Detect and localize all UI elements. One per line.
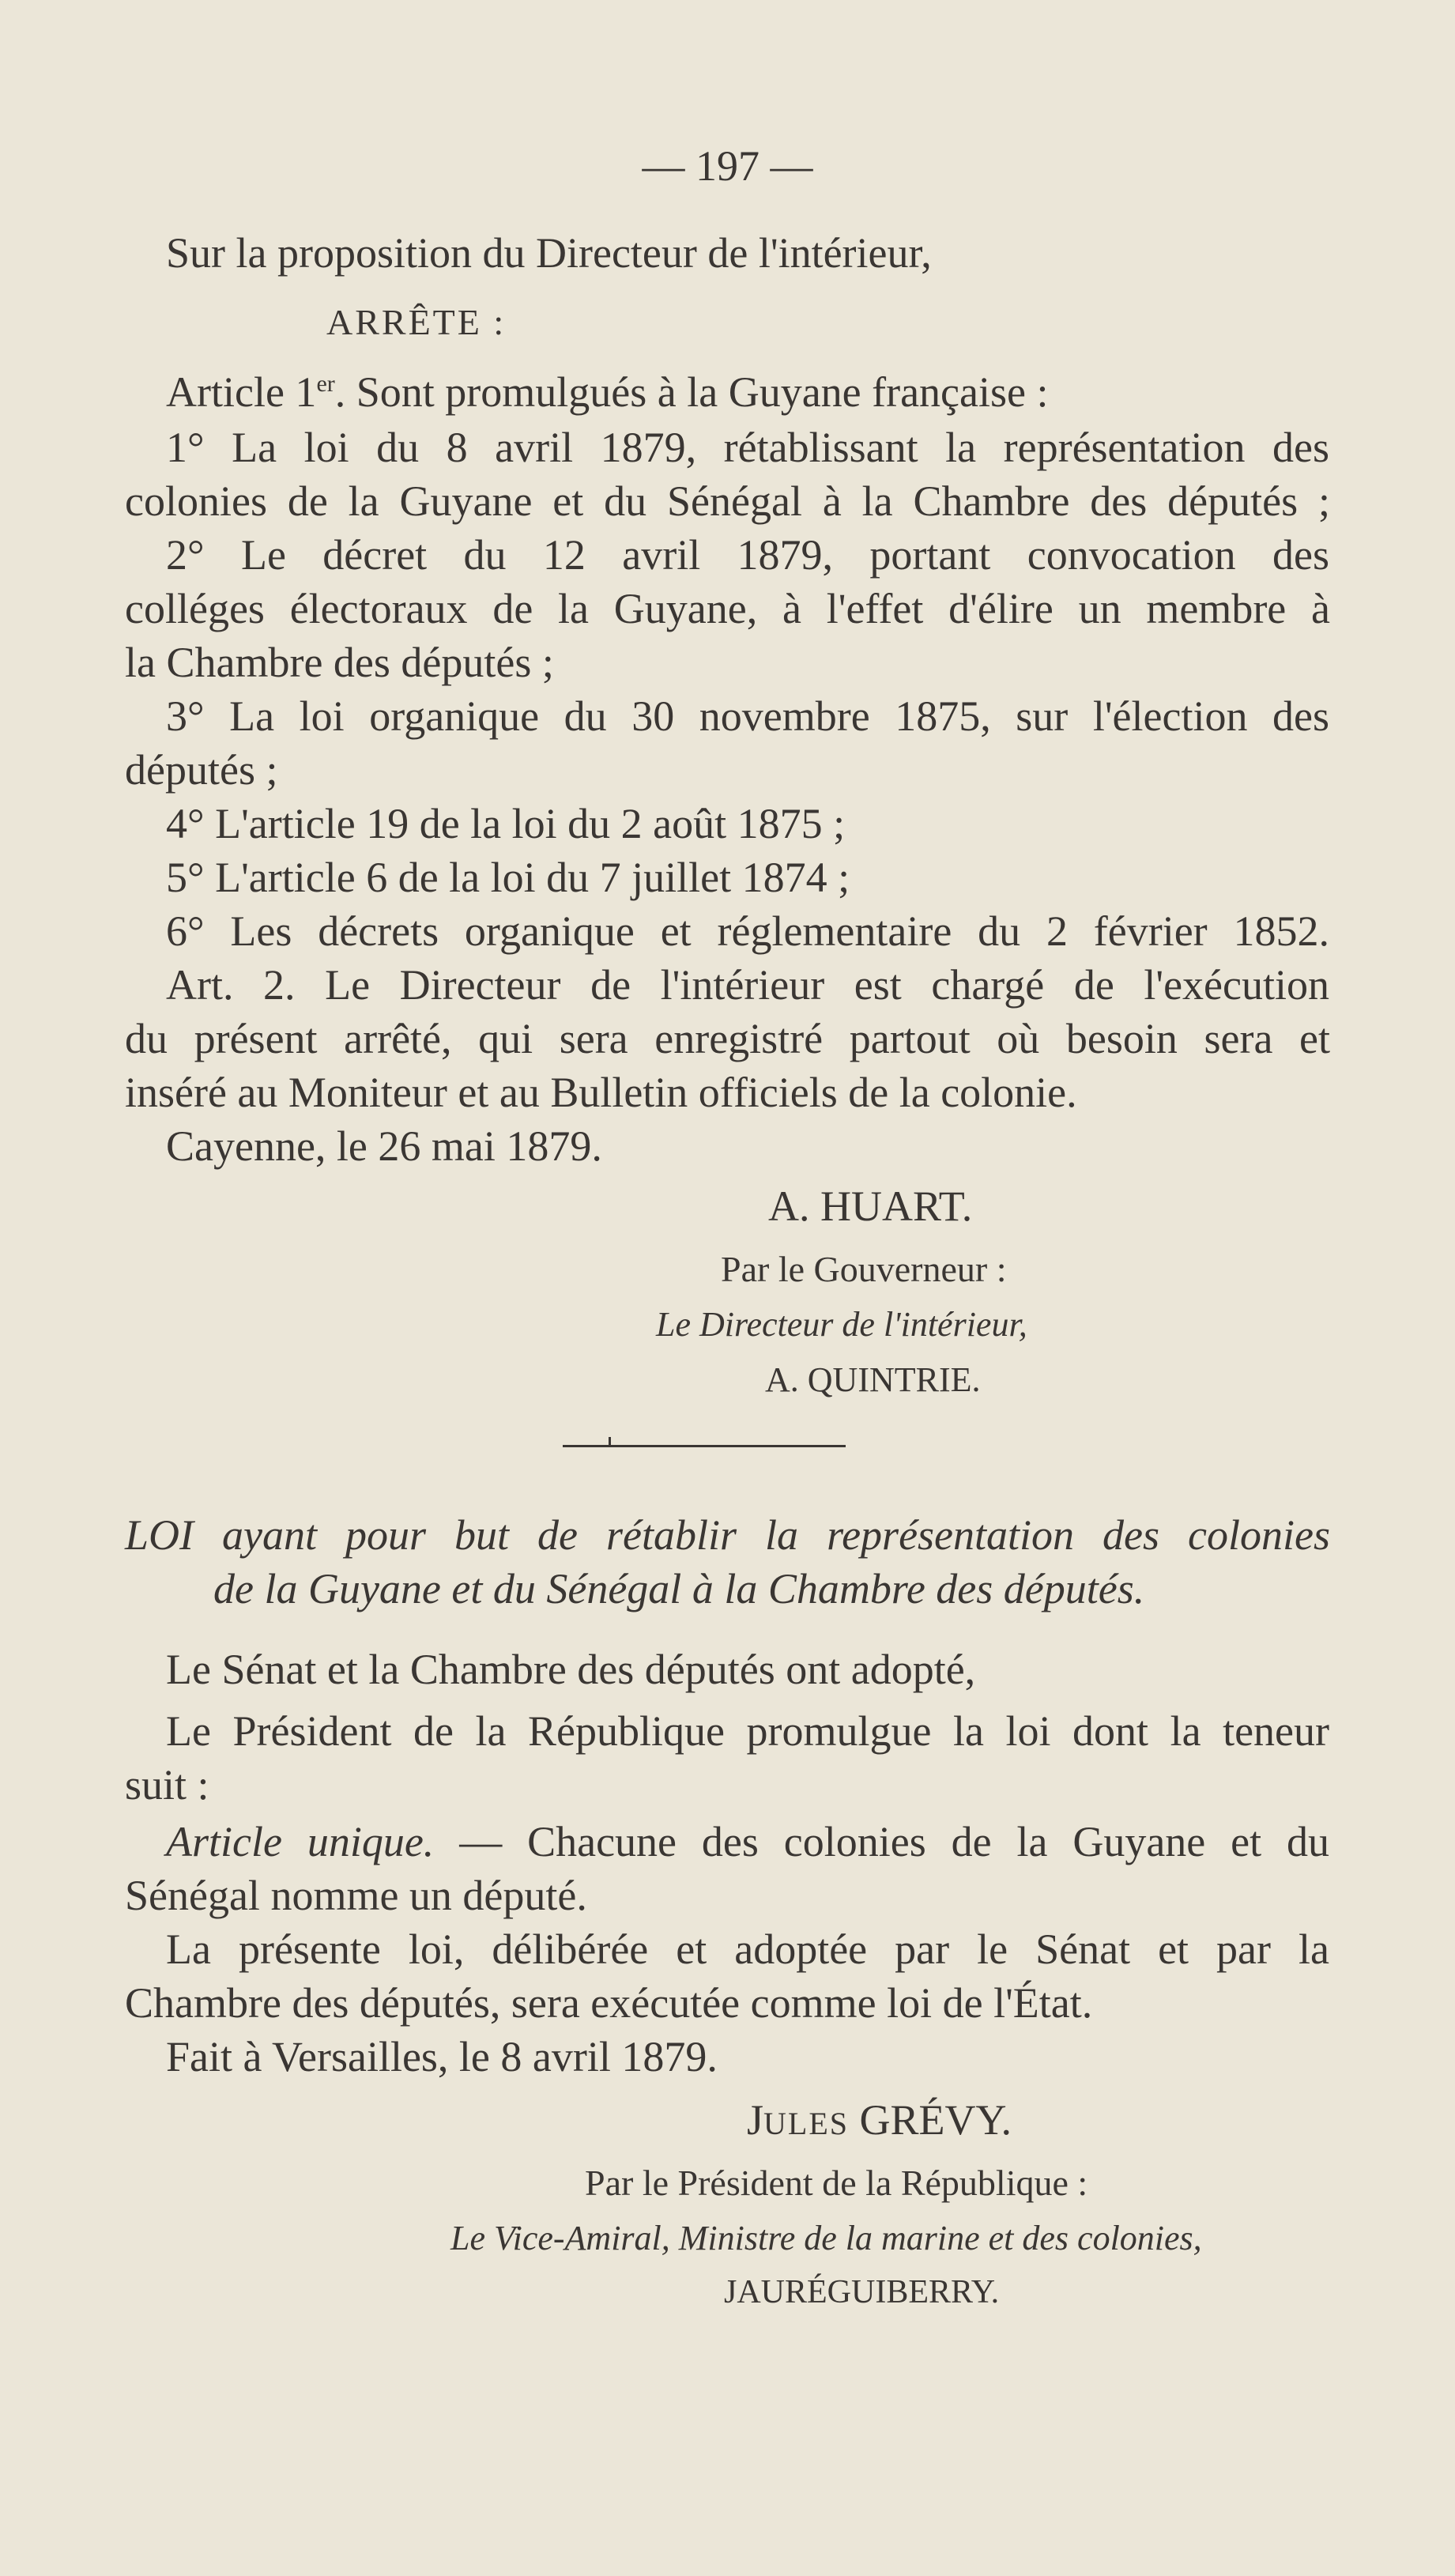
signatory-name: A. HUART. bbox=[768, 1182, 973, 1230]
arrete-line: 5° L'article 6 de la loi du 7 juillet 1874 ; bbox=[166, 854, 850, 901]
article-unique-text: — Chacune des colonies de la Guyane et du bbox=[459, 1818, 1330, 1865]
article-1-text: . Sont promulgués à la Guyane française : bbox=[334, 368, 1049, 416]
president-name-initial: J bbox=[747, 2096, 764, 2144]
director-name: A. QUINTRIE. bbox=[765, 1360, 981, 1399]
arrete-line: inséré au Moniteur et au Bulletin officiels de la colonie. bbox=[125, 1069, 1077, 1116]
loi-line: Chambre des députés, sera exécutée comme loi de l'État. bbox=[125, 1979, 1093, 2027]
page-number: — 197 — bbox=[642, 142, 813, 190]
loi-title-line-2: de la Guyane et du Sénégal à la Chambre des députés. bbox=[213, 1565, 1145, 1612]
article-1-label: Article 1 bbox=[166, 368, 317, 416]
loi-line: Sénégal nomme un député. bbox=[125, 1872, 587, 1919]
arrete-line: 2° Le décret du 12 avril 1879, portant convocation des bbox=[166, 531, 1329, 579]
article-1-line bbox=[166, 367, 1048, 417]
article-1-superscript: er bbox=[316, 371, 335, 397]
arrete-line: du présent arrêté, qui sera enregistré partout où besoin sera et bbox=[125, 1015, 1330, 1062]
article-unique-line bbox=[166, 1816, 1329, 1867]
arrete-line: 4° L'article 19 de la loi du 2 août 1875 ; bbox=[166, 800, 846, 847]
president-name-last: GRÉVY. bbox=[859, 2096, 1012, 2144]
loi-line: Le Sénat et la Chambre des députés ont adopté, bbox=[166, 1646, 976, 1693]
arrete-line: colonies de la Guyane et du Sénégal à la Chambre des députés ; bbox=[125, 477, 1330, 525]
by-president-line: Par le Président de la République : bbox=[585, 2163, 1088, 2203]
section-divider bbox=[563, 1445, 846, 1447]
article-unique-label: Article unique. bbox=[166, 1818, 435, 1865]
president-name bbox=[747, 2095, 1012, 2149]
minister-name: JAURÉGUIBERRY. bbox=[724, 2274, 1000, 2310]
loi-line: Le Président de la République promulgue la loi dont la teneur bbox=[166, 1707, 1329, 1755]
intro-line: Sur la proposition du Directeur de l'intérieur, bbox=[166, 229, 932, 277]
loi-date: Fait à Versailles, le 8 avril 1879. bbox=[166, 2033, 718, 2080]
arrete-line: Art. 2. Le Directeur de l'intérieur est chargé de l'exécution bbox=[166, 961, 1329, 1009]
arrete-line: députés ; bbox=[125, 746, 278, 794]
president-name-first-rest: ULES bbox=[763, 2106, 850, 2141]
arrete-heading: ARRÊTE : bbox=[326, 302, 507, 342]
loi-title-line-1: LOI ayant pour but de rétablir la représentation des colonies bbox=[125, 1511, 1330, 1559]
section-divider-tick bbox=[609, 1437, 611, 1446]
arrete-date: Cayenne, le 26 mai 1879. bbox=[166, 1122, 602, 1170]
loi-line: La présente loi, délibérée et adoptée par le Sénat et par la bbox=[166, 1925, 1329, 1973]
arrete-line: 3° La loi organique du 30 novembre 1875, sur l'élection des bbox=[166, 692, 1329, 740]
arrete-line: 6° Les décrets organique et réglementaire du 2 février 1852. bbox=[166, 907, 1329, 955]
minister-title: Le Vice-Amiral, Ministre de la marine et des colonies, bbox=[450, 2219, 1202, 2257]
arrete-line: la Chambre des députés ; bbox=[125, 639, 554, 686]
by-governor-line: Par le Gouverneur : bbox=[721, 1249, 1007, 1289]
arrete-line: colléges électoraux de la Guyane, à l'effet d'élire un membre à bbox=[125, 585, 1330, 632]
director-title: Le Directeur de l'intérieur, bbox=[656, 1305, 1027, 1344]
arrete-line: 1° La loi du 8 avril 1879, rétablissant la représentation des bbox=[166, 424, 1329, 471]
loi-line: suit : bbox=[125, 1761, 209, 1808]
